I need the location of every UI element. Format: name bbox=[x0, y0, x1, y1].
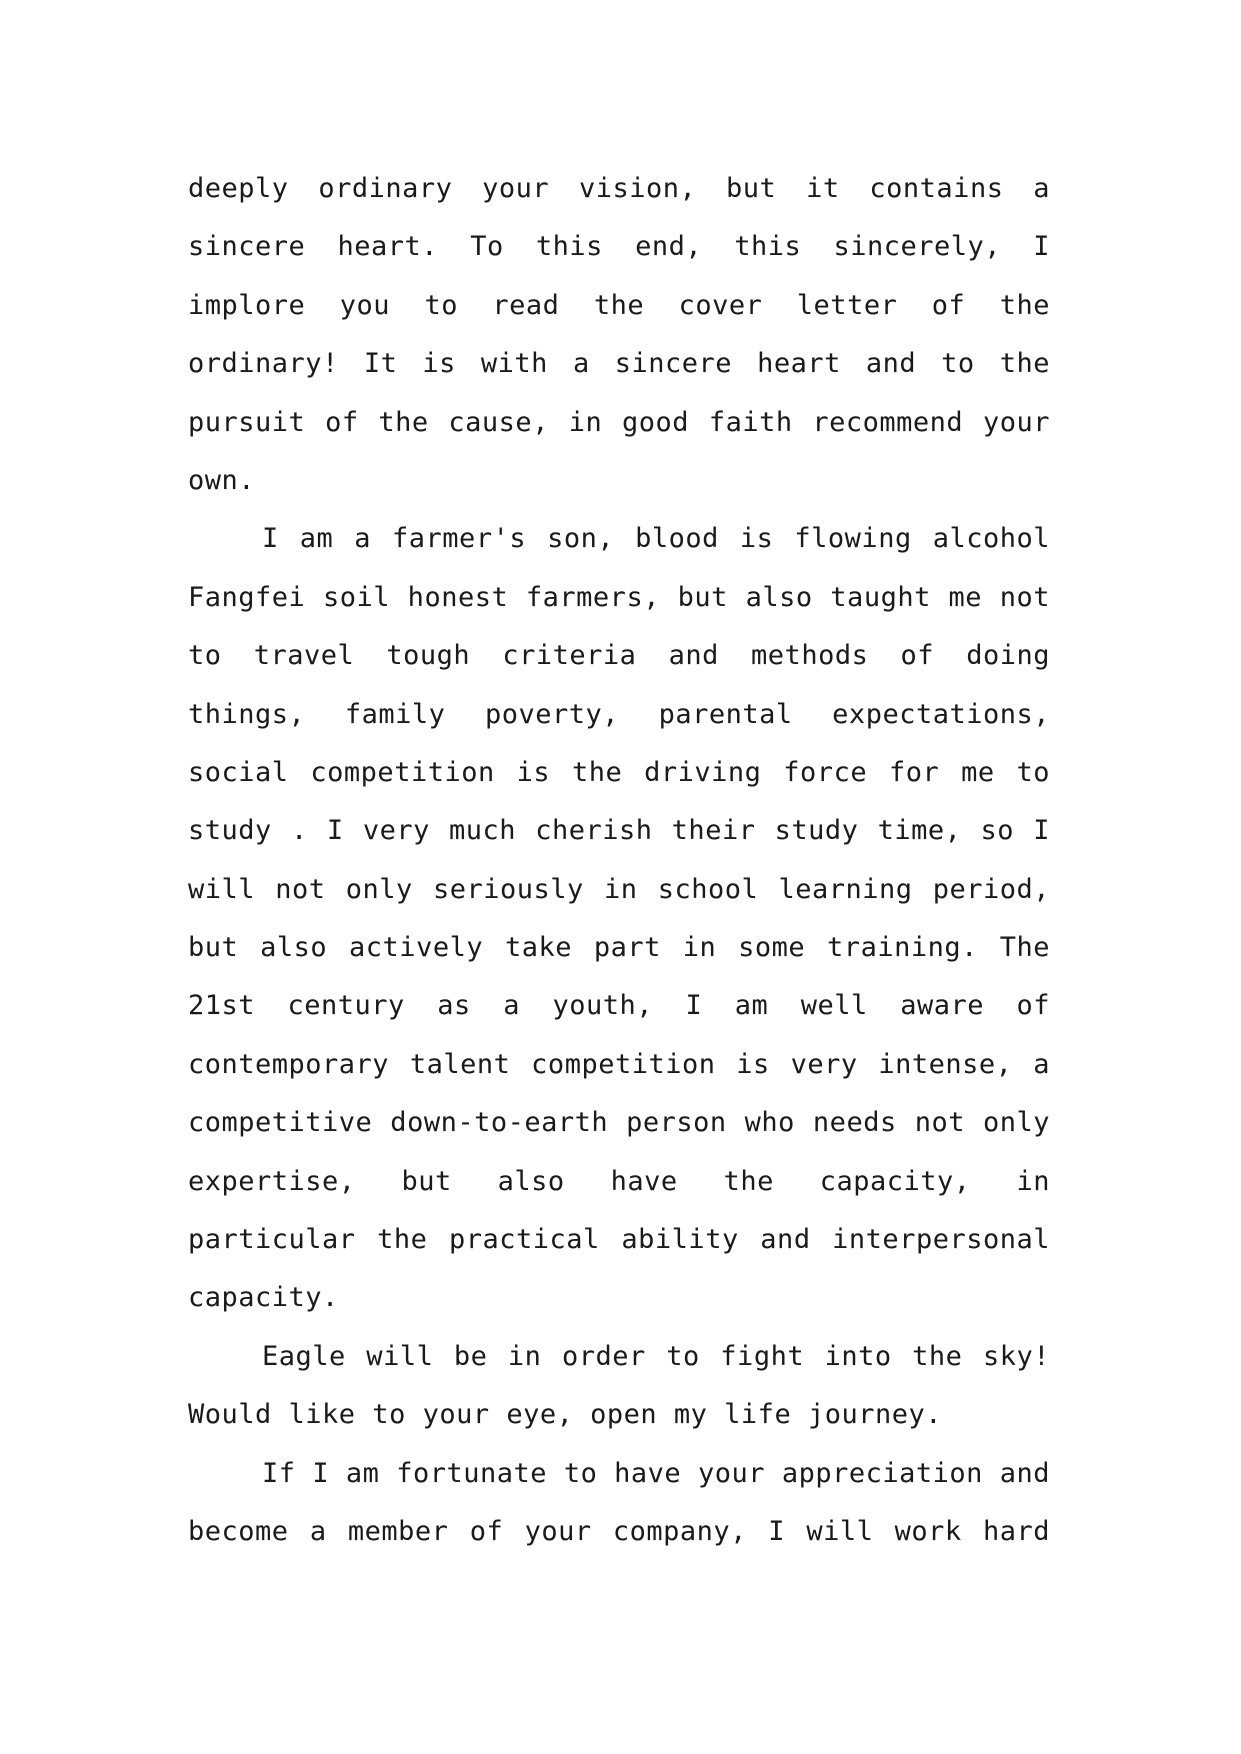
text-line: I am a farmer's son, blood is flowing alcohol bbox=[262, 523, 1050, 555]
text-line: expertise, but also have the capacity, in bbox=[188, 1165, 1050, 1197]
text-line: but also actively take part in some training. The bbox=[188, 932, 1050, 964]
text-line: will not only seriously in school learning period, bbox=[188, 873, 1050, 905]
text-line: competitive down-to-earth person who needs not only bbox=[188, 1107, 1050, 1139]
text-line: sincere heart. To this end, this sincerely, I bbox=[188, 231, 1050, 263]
body-text bbox=[188, 160, 1050, 1561]
text-line: Fangfei soil honest farmers, but also taught me not bbox=[188, 581, 1050, 613]
text-line: Would like to your eye, open my life journey. bbox=[188, 1399, 942, 1431]
paragraph bbox=[188, 510, 1050, 1327]
text-line: ordinary! It is with a sincere heart and to the bbox=[188, 348, 1050, 380]
text-line: pursuit of the cause, in good faith recommend your bbox=[188, 406, 1050, 438]
text-line: Eagle will be in order to fight into the sky! bbox=[262, 1340, 1050, 1372]
text-line: contemporary talent competition is very intense, a bbox=[188, 1048, 1050, 1080]
text-line: If I am fortunate to have your appreciation and bbox=[262, 1457, 1050, 1489]
text-line: capacity. bbox=[188, 1282, 339, 1314]
text-line: become a member of your company, I will work hard bbox=[188, 1515, 1050, 1547]
text-line: deeply ordinary your vision, but it contains a bbox=[188, 173, 1050, 204]
text-line: own. bbox=[188, 464, 256, 496]
text-line: things, family poverty, parental expectations, bbox=[188, 698, 1050, 730]
text-line: 21st century as a youth, I am well aware of bbox=[188, 990, 1050, 1022]
text-line: to travel tough criteria and methods of doing bbox=[188, 640, 1050, 672]
paragraph bbox=[188, 1328, 1050, 1445]
text-line: implore you to read the cover letter of the bbox=[188, 289, 1050, 321]
text-line: social competition is the driving force for me to bbox=[188, 756, 1050, 788]
paragraph bbox=[188, 1445, 1050, 1562]
text-line: particular the practical ability and interpersonal bbox=[188, 1224, 1050, 1256]
text-line: study . I very much cherish their study time, so I bbox=[188, 815, 1050, 847]
paragraph bbox=[188, 160, 1050, 510]
